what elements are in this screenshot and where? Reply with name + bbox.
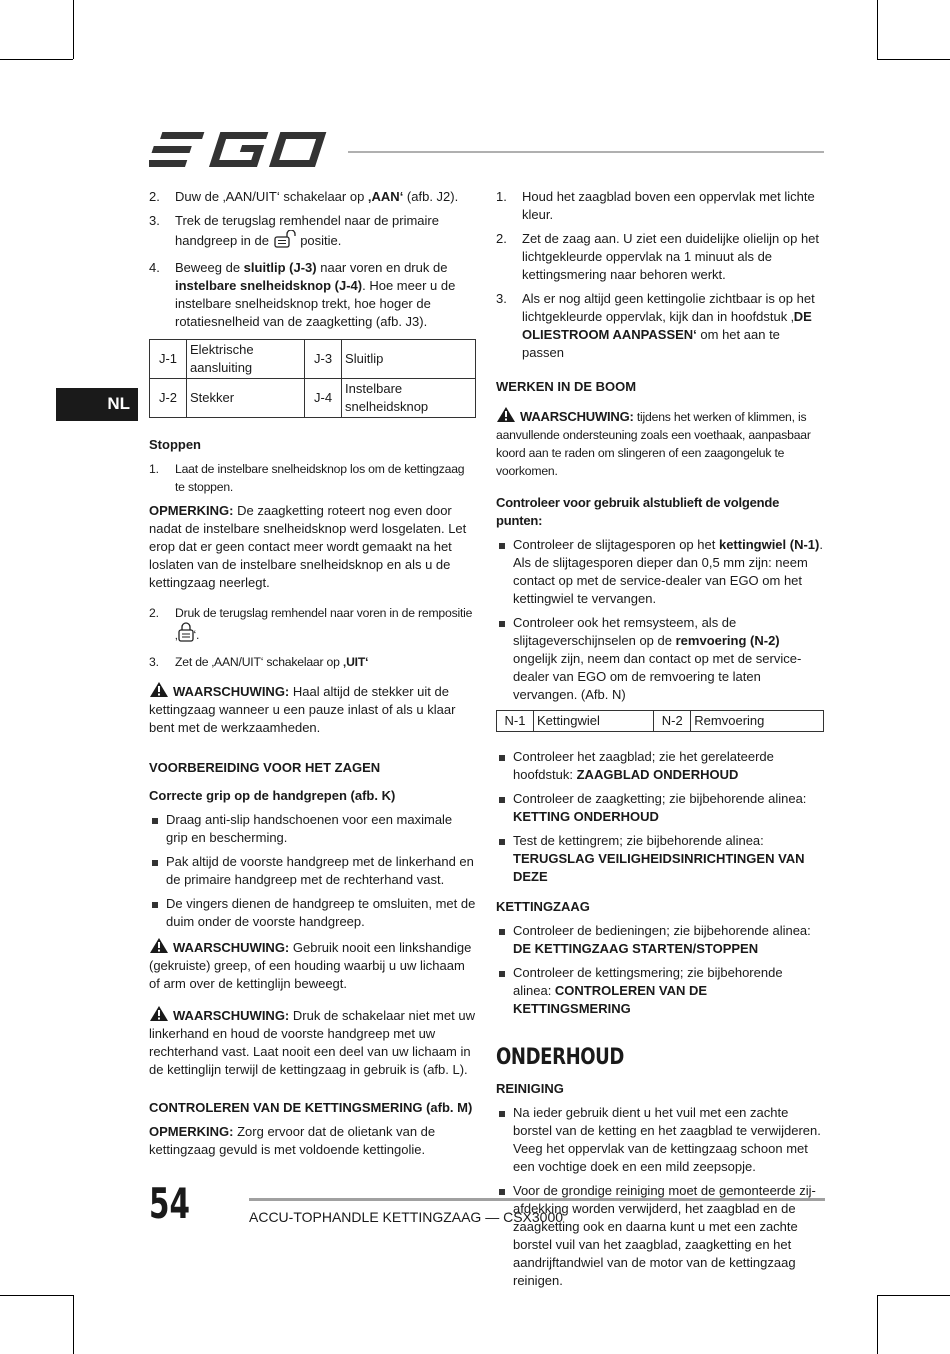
bullet-item: Pak altijd de voorste handgreep met de linkerhand en de primaire handgreep met de rechterhand vast. [149, 853, 476, 889]
grip-bullet-list [149, 811, 476, 931]
bullet-item: De vingers dienen de handgreep te omsluiten, met de duim onder de voorste handgreep. [149, 895, 476, 931]
parts-table-n [496, 710, 824, 732]
step-text [175, 655, 368, 669]
bullet-item: Na ieder gebruik dient u het vuil met een zachte borstel van de ketting en het zaagblad te verwijderen. Veeg het oppervlak van de kettingzaag schoon met een vochtige doek en een mild zeepsopje. [496, 1104, 824, 1176]
note-2 [149, 1123, 476, 1159]
text-run: naar voren en druk de [316, 260, 448, 275]
language-tab [56, 388, 138, 421]
note-1 [149, 502, 476, 592]
part-name: Kettingwiel [534, 711, 654, 732]
part-code: J-2 [150, 379, 187, 418]
text-run: Trek de terugslag remhendel naar de primaire handgreep in de [175, 213, 439, 248]
warning-label: WAARSCHUWING: [173, 1008, 290, 1023]
section-reference: ZAAGBLAD ONDERHOUD [576, 767, 739, 782]
bullet-text: Controleer de zaagketting; zie bijbehorende alinea: [513, 791, 807, 806]
warning-triangle-icon [149, 1005, 169, 1022]
part-name: Instelbare snelheidsknop [342, 379, 476, 418]
part-name: Stekker [187, 379, 305, 418]
warning-text: Haal altijd de stekker uit de kettingzaag wanneer u een pauze inlast of als u klaar bent met de werkzaamheden. [149, 684, 456, 735]
step-text [175, 213, 439, 248]
step-item [496, 230, 824, 284]
step-number: 1. [496, 189, 507, 204]
note-text: Zorg ervoor dat de olietank van de kettingzaag gevuld is met voldoende kettingolie. [149, 1124, 436, 1157]
text-run: . Hoe meer u de instelbare snelheidsknop trekt, hoe hoger de rotatiesnelheid van de zaagketting (afb. J3). [175, 278, 456, 329]
bullet-item: Draag anti-slip handschoenen voor een maximale grip en bescherming. [149, 811, 476, 847]
text-run: Houd het zaagblad boven een oppervlak met lichte kleur. [522, 189, 815, 222]
header-rule [348, 151, 824, 153]
right-column [496, 188, 824, 1296]
table-row [497, 711, 824, 732]
oil-step-list [496, 188, 824, 362]
step-number: 1. [149, 462, 159, 476]
text-run: (afb. J2). [403, 189, 459, 204]
warning-label: WAARSCHUWING: [520, 409, 634, 424]
note-label: OPMERKING: [149, 1124, 234, 1139]
cleaning-bullet-list [496, 1104, 824, 1290]
step-text [175, 606, 472, 642]
step-item [149, 259, 476, 331]
bullet-item [496, 922, 824, 958]
cleaning-heading: REINIGING [496, 1081, 564, 1096]
step-item [149, 653, 476, 671]
step-number: 2. [149, 606, 159, 620]
step-text [175, 189, 458, 204]
warning-label: WAARSCHUWING: [173, 940, 290, 955]
tree-heading: WERKEN IN DE BOOM [496, 379, 637, 394]
text-run: ongelijk zijn, neem dan contact op met de service-dealer van EGO om de remvoering te laten vervangen. (Afb. N) [513, 651, 802, 702]
grip-heading: Correcte grip op de handgrepen (afb. K) [149, 788, 396, 803]
bullet-item [496, 964, 824, 1018]
bullet-text: Controleer de kettingsmering; zie bijbehorende alinea: [513, 965, 783, 998]
warning-2 [149, 937, 476, 993]
part-code: J-3 [305, 340, 342, 379]
part-name: Remvoering [691, 711, 824, 732]
warning-label: WAARSCHUWING: [173, 684, 290, 699]
bullet-item [496, 748, 824, 784]
bullet-item [496, 790, 824, 826]
bold-term: kettingwiel (N-1) [718, 537, 820, 552]
text-run: . Als de slijtagesporen dieper dan 0,5 mm zijn: neem contact op met de service-dealer van EGO om het kettingwiel te vervangen. [513, 537, 823, 606]
step-text [522, 291, 815, 360]
text-run: Controleer ook het remsysteem, als de slijtageverschijnselen op de [513, 615, 737, 648]
footer-rule [249, 1198, 825, 1201]
warning-triangle-icon [149, 681, 169, 698]
section-reference: TERUGSLAG VEILIGHEIDSINRICHTINGEN VAN DEZE [513, 851, 805, 884]
bullet-item [496, 536, 824, 608]
text-run: Duw de ‚AAN/UIT‘ schakelaar op [175, 189, 368, 204]
maintenance-title: ONDERHOUD [496, 1045, 624, 1070]
chainsaw-heading: KETTINGZAAG [496, 899, 590, 914]
text-run: Druk de terugslag remhendel naar voren in de rempositie ‚ [175, 606, 473, 642]
step-item [149, 604, 476, 647]
text-run: om het aan te passen [522, 327, 780, 360]
section-reference: CONTROLEREN VAN DE KETTINGSMERING [513, 983, 708, 1016]
ego-logo [149, 130, 331, 170]
step-item [496, 188, 824, 224]
part-code: N-2 [654, 711, 691, 732]
bold-term: DE OLIESTROOM AANPASSEN‘ [522, 309, 812, 342]
part-name: Elektrische aansluiting [187, 340, 305, 379]
section-reference: KETTING ONDERHOUD [513, 809, 659, 824]
text-run: Controleer de slijtagesporen op het [513, 537, 719, 552]
step-number: 2. [149, 189, 160, 204]
bold-term: remvoering (N-2) [675, 633, 780, 648]
warning-3 [149, 1005, 476, 1079]
step-item [496, 290, 824, 362]
note-text: De zaagketting roteert nog even door nadat de instelbare snelheidsknop werd losgelaten. Let erop dat er geen contact meer wordt gemaakt na het loslaten van de instelbare snelheidsknop en als u de kettingzaag neerlegt. [149, 503, 467, 590]
lock-open-icon [273, 230, 297, 253]
step-item [149, 188, 476, 206]
step-number: 2. [496, 231, 507, 246]
bold-term: sluitlip (J-3) [243, 260, 317, 275]
step-number: 3. [149, 213, 160, 228]
bullet-item [496, 832, 824, 886]
bold-term: ‚UIT‘ [342, 655, 369, 669]
stoppen-step-1 [149, 460, 476, 496]
text-run: Als er nog altijd geen kettingolie zichtbaar is op het lichtgekleurde oppervlak, kijk dan in hoofdstuk ‚ [522, 291, 815, 324]
warning-text: tijdens het werken of klimmen, is aanvullende ondersteuning zoals een voethaak, aanpasbaar koord aan te raden om slingeren of een zaagongeluk te voorkomen. [496, 410, 811, 478]
warning-4 [496, 406, 824, 480]
part-code: J-1 [150, 340, 187, 379]
warning-1 [149, 681, 476, 737]
lock-closed-icon [178, 622, 194, 647]
bullet-item [496, 614, 824, 704]
language-tab-label: NL [107, 394, 130, 413]
stoppen-step-list [149, 604, 476, 671]
step-text [522, 231, 819, 282]
bold-term: instelbare snelheidsknop (J-4) [175, 278, 363, 293]
stoppen-heading: Stoppen [149, 437, 201, 452]
bullet-item: Voor de grondige reiniging moet de gemonteerde zij-afdekking worden verwijderd, het zaagblad en de zaagketting ook en daarna kunt u met een zachte borstel vuil van het zaagblad, zaagketting en het aandrijftandwiel van de motor van de kettingzaag reinigen. [496, 1182, 824, 1290]
step-list-start [149, 188, 476, 331]
oil-heading: CONTROLEREN VAN DE KETTINGSMERING (afb. M) [149, 1100, 473, 1115]
step-number: 3. [496, 291, 507, 306]
check-heading: Controleer voor gebruik alstublieft de volgende punten: [496, 495, 780, 528]
part-code: J-4 [305, 379, 342, 418]
text-run: ‘. [193, 628, 200, 642]
note-label: OPMERKING: [149, 503, 234, 518]
step-text [175, 260, 455, 329]
section-reference: DE KETTINGZAAG STARTEN/STOPPEN [513, 941, 759, 956]
table-row [150, 340, 476, 379]
parts-table-j [149, 339, 476, 418]
text-run: positie. [296, 233, 342, 248]
warning-triangle-icon [149, 937, 169, 954]
check-bullet-list-2 [496, 748, 824, 886]
part-name: Sluitlip [342, 340, 476, 379]
bullet-text: Test de kettingrem; zie bijbehorende alinea: [513, 833, 764, 848]
bullet-text: Controleer het zaagblad; zie het gerelateerde hoofdstuk: [513, 749, 774, 782]
footer-product-title: ACCU-TOPHANDLE KETTINGZAAG — CSX3000 [249, 1209, 564, 1225]
bullet-text: Controleer de bedieningen; zie bijbehorende alinea: [513, 923, 811, 938]
text-run: Beweeg de [175, 260, 244, 275]
check-bullet-list [496, 536, 824, 704]
left-column [149, 188, 476, 1167]
part-code: N-1 [497, 711, 534, 732]
step-text: Laat de instelbare snelheidsknop los om de kettingzaag te stoppen. [175, 462, 465, 494]
warning-triangle-icon [496, 406, 516, 423]
page-number: 54 [149, 1179, 190, 1228]
bold-term: ‚AAN‘ [367, 189, 404, 204]
text-run: Zet de zaag aan. U ziet een duidelijke olielijn op het lichtgekleurde oppervlak na 1 minuut als de kettingsmering naar behoren werkt. [522, 231, 820, 282]
step-item [149, 212, 476, 253]
table-row [150, 379, 476, 418]
step-number: 3. [149, 655, 159, 669]
warning-text: Gebruik nooit een linkshandige (gekruiste) greep, of een houding waarbij u uw lichaam of arm over de kettinglijn beweegt. [149, 940, 472, 991]
warning-text: Druk de schakelaar niet met uw linkerhand en houd de voorste handgreep met uw rechterhand vast. Laat nooit een deel van uw lichaam in de kettinglijn terwijl de kettingzaag in gebruik is (afb. L). [149, 1008, 475, 1077]
prep-heading: VOORBEREIDING VOOR HET ZAGEN [149, 760, 381, 775]
text-run: Zet de ‚AAN/UIT‘ schakelaar op [175, 655, 343, 669]
step-number: 4. [149, 260, 160, 275]
step-text [522, 189, 815, 222]
chainsaw-bullet-list [496, 922, 824, 1018]
